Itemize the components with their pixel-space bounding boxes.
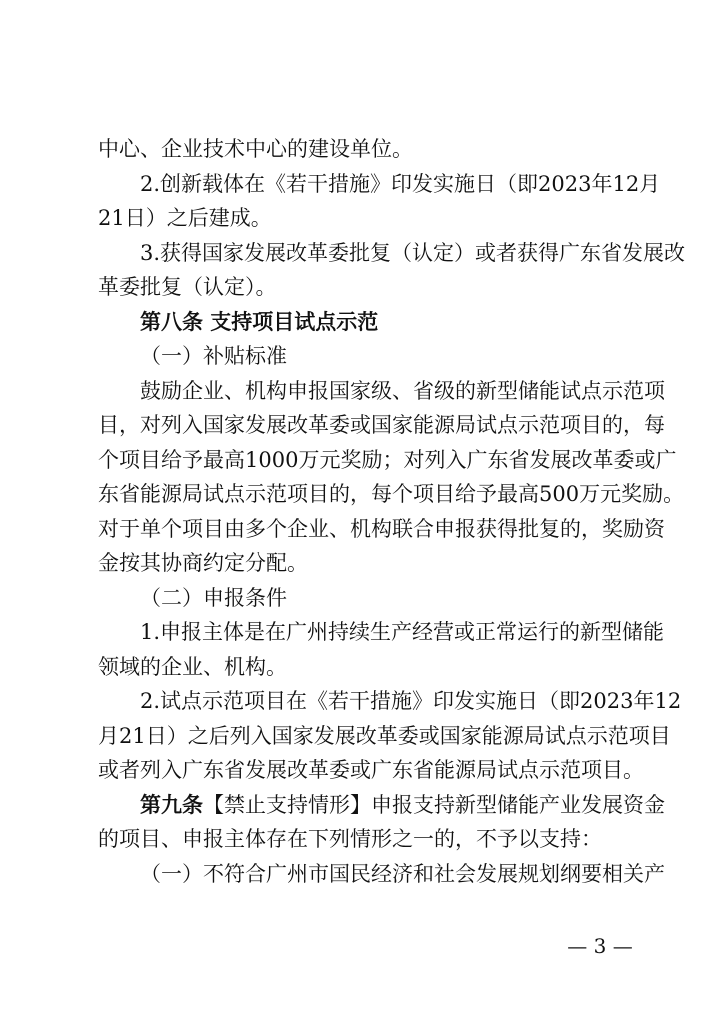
page-number: — 3 — bbox=[567, 934, 633, 958]
subsection-heading-1: （一）补贴标准 bbox=[140, 344, 287, 368]
text-line-13: 金按其协商约定分配。 bbox=[98, 551, 308, 575]
text-line-4: 3.获得国家发展改革委批复（认定）或者获得广东省发展改 bbox=[140, 241, 686, 265]
text-line-9: 目，对列入国家发展改革委或国家能源局试点示范项目的，每 bbox=[98, 413, 665, 437]
text-line-19: 或者列入广东省发展改革委或广东省能源局试点示范项目。 bbox=[98, 758, 644, 782]
text-line-15: 1.申报主体是在广州持续生产经营或正常运行的新型储能 bbox=[140, 620, 665, 644]
text-line-21: 的项目、申报主体存在下列情形之一的，不予以支持： bbox=[98, 827, 602, 851]
text-line-2: 2.创新载体在《若干措施》印发实施日（即2023年12月 bbox=[140, 172, 661, 196]
text-line-5: 革委批复（认定）。 bbox=[98, 275, 277, 299]
article-9-label: 第九条 bbox=[140, 792, 203, 817]
article-8-heading: 第八条 支持项目试点示范 bbox=[140, 309, 379, 334]
text-line-1: 中心、企业技术中心的建设单位。 bbox=[98, 137, 413, 161]
text-line-11: 东省能源局试点示范项目的，每个项目给予最高500万元奖励。 bbox=[98, 482, 685, 506]
article-9-line bbox=[140, 788, 665, 822]
text-line-16: 领域的企业、机构。 bbox=[98, 655, 287, 679]
article-9-text: 【禁止支持情形】申报支持新型储能产业发展资金 bbox=[203, 793, 665, 817]
text-line-18: 月21日）之后列入国家发展改革委或国家能源局试点示范项目 bbox=[98, 724, 671, 748]
text-line-10: 个项目给予最高1000万元奖励；对列入广东省发展改革委或广 bbox=[98, 448, 677, 472]
text-line-22: （一）不符合广州市国民经济和社会发展规划纲要相关产 bbox=[140, 862, 665, 886]
text-line-17: 2.试点示范项目在《若干措施》印发实施日（即2023年12 bbox=[140, 689, 682, 713]
text-line-3: 21日）之后建成。 bbox=[98, 206, 272, 230]
subsection-heading-2: （二）申报条件 bbox=[140, 586, 287, 610]
text-line-12: 对于单个项目由多个企业、机构联合申报获得批复的，奖励资 bbox=[98, 517, 665, 541]
text-line-8: 鼓励企业、机构申报国家级、省级的新型储能试点示范项 bbox=[140, 379, 665, 403]
